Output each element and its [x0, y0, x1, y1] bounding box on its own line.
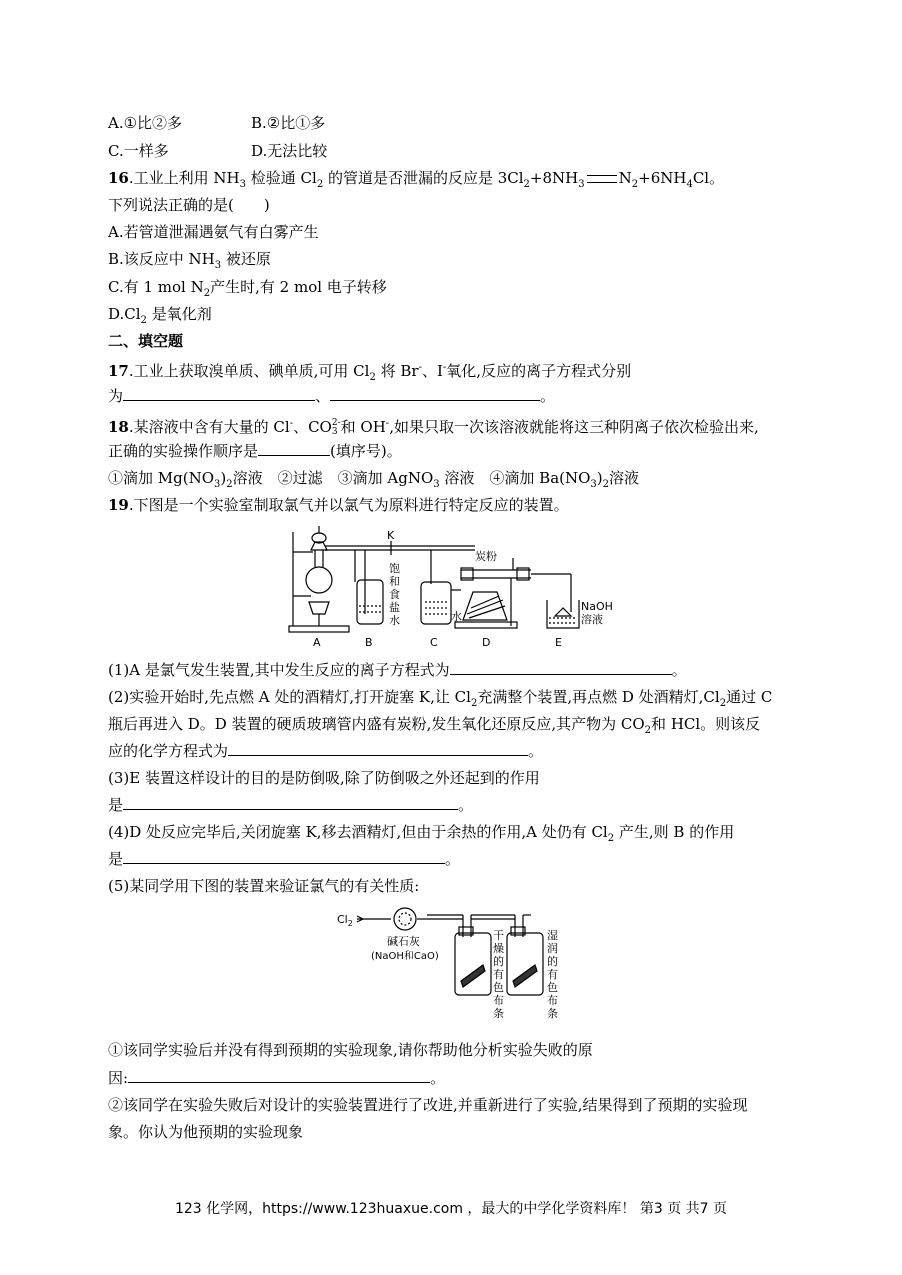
- question-number: 19: [108, 496, 129, 514]
- q16-option-a: A.若管道泄漏遇氨气有白雾产生: [108, 223, 319, 241]
- label-dry-5: 色: [493, 981, 504, 994]
- q19-stem: 19.下图是一个实验室制取氯气并以氯气为原料进行特定反应的装置。: [108, 496, 569, 514]
- label-wet-4: 有: [547, 968, 558, 981]
- q19-part5-2-line1: ②该同学在实验失败后对设计的实验装置进行了改进,并重新进行了实验,结果得到了预期的实验现: [108, 1096, 748, 1114]
- q16-option-b: B.该反应中 $NH_3$ 被还原: [108, 250, 271, 271]
- label-d: D: [482, 636, 491, 649]
- answer-blank[interactable]: [450, 660, 672, 675]
- label-b: B: [365, 636, 373, 649]
- answer-blank[interactable]: [258, 441, 330, 456]
- q15-option-c: C.一样多: [108, 142, 169, 160]
- label-wet-5: 色: [547, 981, 558, 994]
- label-k: K: [387, 529, 395, 542]
- q16-stem-line2: 下列说法正确的是( ): [108, 196, 270, 214]
- label-sat-salt-4: 盐: [389, 601, 400, 614]
- q17-answer-line: 为 、 。: [108, 387, 556, 405]
- section-heading: 二、填空题: [108, 332, 184, 350]
- label-c: C: [430, 636, 438, 649]
- label-sat-salt-2: 和: [389, 575, 400, 588]
- question-number: 16: [108, 169, 129, 187]
- q19-part5-2-line2: 象。你认为他预期的实验现象: [108, 1123, 304, 1141]
- q19-part3-line2: 是 。: [108, 796, 474, 814]
- answer-blank[interactable]: [123, 849, 445, 864]
- answer-blank[interactable]: [123, 386, 315, 401]
- q18-line2: 正确的实验操作顺序是 (填序号)。: [108, 442, 402, 460]
- question-number: 17: [108, 362, 129, 380]
- page-footer: 123 化学网，https://www.123huaxue.com ，最大的中学化学资料库！ 第3 页 共7 页: [174, 1201, 728, 1217]
- label-dry-6: 布: [493, 994, 504, 1007]
- label-wet-2: 润: [547, 942, 558, 955]
- q16-option-c: C.有 1 mol $N_2$产生时,有 2 mol 电子转移: [108, 278, 387, 299]
- q15-option-d: D.无法比较: [251, 142, 328, 160]
- answer-blank[interactable]: [128, 1068, 430, 1083]
- apparatus-figure-2: [335, 903, 575, 1029]
- label-soda-lime: 碱石灰: [387, 935, 420, 948]
- q19-part3-line1: (3)E 装置这样设计的目的是防倒吸,除了防倒吸之外还起到的作用: [108, 769, 540, 787]
- q15-option-a: A.①比②多: [108, 114, 183, 132]
- q18-choices: ①滴加 $Mg(NO_3)_2$溶液 ②过滤 ③滴加 AgNO$_3$ 溶液 ④滴加 $Ba(NO_3)_2$溶液: [108, 469, 640, 490]
- question-number: 18: [108, 418, 129, 436]
- q15-option-b: B.②比①多: [251, 114, 326, 132]
- label-a: A: [313, 636, 321, 649]
- q19-part4-line2: 是 。: [108, 850, 461, 868]
- label-soda-lime-composition: (NaOH和CaO): [371, 951, 439, 962]
- label-sat-salt-5: 水: [389, 614, 400, 627]
- label-dry-4: 有: [493, 968, 504, 981]
- label-solution: 溶液: [581, 613, 603, 626]
- label-naoh: NaOH: [581, 600, 613, 613]
- label-wet-7: 条: [547, 1007, 558, 1020]
- label-dry-1: 干: [493, 929, 504, 942]
- label-dry-3: 的: [493, 955, 504, 968]
- q19-part2-line3: 应的化学方程式为 。: [108, 742, 544, 760]
- q16-stem: 16.工业上利用 $NH_3$ 检验通 $Cl_2$ 的管道是否泄漏的反应是 $3Cl_2+8NH_3$ $N_2+6NH_4Cl$。: [108, 169, 725, 190]
- label-dry-7: 条: [493, 1007, 504, 1020]
- q19-part5-1-line1: ①该同学实验后并没有得到预期的实验现象,请你帮助他分析实验失败的原: [108, 1041, 593, 1059]
- label-e: E: [555, 636, 562, 649]
- label-cl2: $Cl_2$: [337, 913, 353, 928]
- q18-stem: 18.某溶液中含有大量的 Cl-、CO 2- 3 和 OH-,如果只取一次该溶液就能将这三种阴离子依次检验出来,: [108, 418, 759, 437]
- q19-part2-line2: 瓶后再进入 D。D 装置的硬质玻璃管内盛有炭粉,发生氧化还原反应,其产物为 $CO_2$和 HCl。则该反: [108, 715, 761, 736]
- label-sat-salt-3: 食: [389, 588, 400, 601]
- q19-part5: (5)某同学用下图的装置来验证氯气的有关性质:: [108, 877, 420, 895]
- answer-blank[interactable]: [228, 741, 528, 756]
- label-wet-3: 的: [547, 955, 558, 968]
- label-carbon-powder: 炭粉: [475, 550, 497, 563]
- answer-blank[interactable]: [330, 386, 540, 401]
- q19-part1: (1)A 是氯气发生装置,其中发生反应的离子方程式为 。: [108, 661, 687, 679]
- label-dry-2: 燥: [493, 942, 504, 955]
- label-sat-salt-1: 饱: [389, 562, 400, 575]
- apparatus-figure-1: [285, 522, 615, 650]
- q15-options-row2: [108, 141, 328, 161]
- q19-part2-line1: (2)实验开始时,先点燃 A 处的酒精灯,打开旋塞 K,让 $Cl_2$充满整个装置,再点燃 D 处酒精灯$,Cl_2$通过 C: [108, 688, 773, 709]
- q16-option-d: $D.Cl_2$ 是氧化剂: [108, 305, 212, 326]
- answer-blank[interactable]: [123, 795, 458, 810]
- label-wet-1: 湿: [547, 929, 558, 942]
- q19-part5-1-line2: 因: 。: [108, 1069, 446, 1087]
- q19-part4-line1: (4)D 处反应完毕后,关闭旋塞 K,移去酒精灯,但由于余热的作用,A 处仍有 $Cl_2$ 产生,则 B 的作用: [108, 823, 735, 844]
- label-water: 水: [451, 610, 462, 623]
- q15-options-row1: [108, 113, 326, 133]
- reaction-equal-sign: [587, 175, 617, 183]
- q17-stem: 17.工业上获取溴单质、碘单质,可用 $Cl_2$ 将 Br-、I-氧化,反应的离子方程式分别: [108, 362, 632, 383]
- label-wet-6: 布: [547, 994, 558, 1007]
